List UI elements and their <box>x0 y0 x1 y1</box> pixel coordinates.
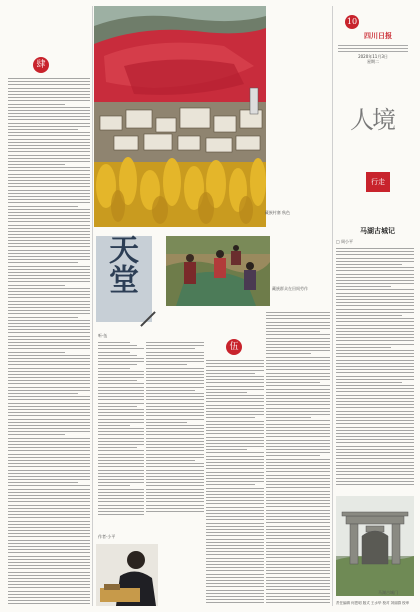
masthead-info <box>338 43 408 64</box>
date-line: 2020年11月3日 <box>358 54 388 59</box>
poem-label: 听·伍 <box>98 333 108 338</box>
section-tag: 行走 <box>366 172 390 192</box>
poem-text <box>98 342 144 517</box>
right-byline: □ 周小平 <box>336 239 354 244</box>
right-column-text <box>336 248 414 488</box>
title-big: 天堂 <box>103 234 138 294</box>
weekday-line: 星期二 <box>367 59 379 64</box>
middle-photo-caption: 藏族群众在田间劳作 <box>272 286 308 291</box>
lower-chapter-badge: 伍 <box>226 339 242 355</box>
footer-credits: 责任编辑 何恩明 版式 王水华 校对 刘丽群 校审 <box>336 601 410 605</box>
page-number-badge: 10 <box>345 15 359 29</box>
center-column-text <box>206 360 264 605</box>
column-divider-right <box>332 6 333 606</box>
top-photo-caption: 藏族村寨 秋色 <box>264 210 290 215</box>
middle-left-text <box>146 342 204 512</box>
center-right-column-text <box>266 312 330 605</box>
gate-photo-caption: 马湖古城门 <box>378 590 398 595</box>
column-title: 人境 <box>350 106 394 134</box>
author-label: 作者·小平 <box>98 534 116 539</box>
left-column-top-text <box>8 78 90 238</box>
field-work-photo <box>166 236 270 306</box>
column-divider-left <box>92 6 93 606</box>
left-chapter-badge: 肆 <box>33 57 49 73</box>
left-column-bottom-text <box>8 240 90 605</box>
village-photo <box>94 6 266 227</box>
author-photo <box>96 544 158 606</box>
gate-photo <box>336 496 414 596</box>
right-headline: 马湖古城记 <box>360 226 395 235</box>
paper-name: 四川日报 <box>364 31 392 40</box>
